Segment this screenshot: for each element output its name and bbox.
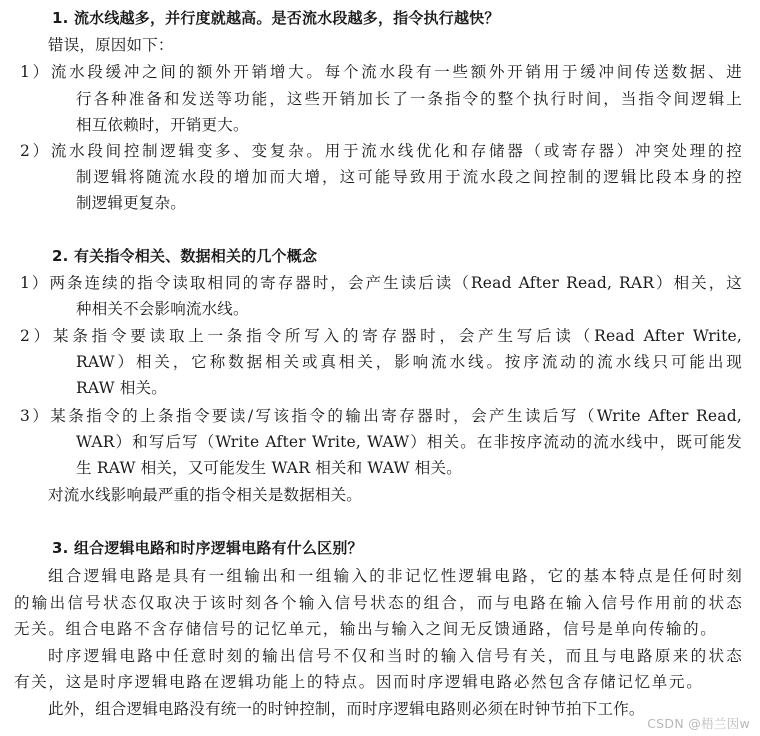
section1-reason1-line2: 行各种准备和发送等功能，这些开销加长了一条指令的整个执行时间，当指令间逻辑上 [76,90,742,108]
section1-reason2-line2: 制逻辑将随流水段的增加而大增，这可能导致用于流水段之间控制的逻辑比段本身的控 [76,168,742,186]
section3-p2-line1: 时序逻辑电路中任意时刻的输出信号不仅和当时的输入信号有关，而且与电路原来的状态 [48,647,742,665]
section1-reason2-line3: 制逻辑更复杂。 [76,194,186,212]
section3-p1-line3: 无关。组合电路不含存储信号的记忆单元，输出与输入之间无反馈通路，信号是单向传输的。 [14,620,716,638]
section2-heading: 2. 有关指令相关、数据相关的几个概念 [52,247,318,265]
section1-reason1-line3: 相互依赖时，开销更大。 [76,116,249,134]
section3-p1-line1: 组合逻辑电路是具有一组输出和一组输入的非记忆性逻辑电路，它的基本特点是任何时刻 [48,567,742,585]
section2-item1-line1: 1）两条连续的指令读取相同的寄存器时，会产生读后读（Read After Read, RAR）相关，这 [20,274,742,292]
csdn-watermark: CSDN @梧兰因w [647,716,750,731]
section2-item1-line2: 种相关不会影响流水线。 [76,300,249,318]
section1-answer-intro: 错误，原因如下： [48,36,174,54]
section2-conclusion: 对流水线影响最严重的指令相关是数据相关。 [48,486,363,504]
section3-p1-line2: 的输出信号状态仅取决于该时刻各个输入信号状态的组合，而与电路在输入信号作用前的状态 [14,594,742,612]
section3-heading: 3. 组合逻辑电路和时序逻辑电路有什么区别？ [52,539,363,557]
section2-item2-line1: 2）某条指令要读取上一条指令所写入的寄存器时，会产生写后读（Read After Write, [20,327,742,345]
section2-item3-line1: 3）某条指令的上条指令要读/写该指令的输出寄存器时，会产生读后写（Write After Read, [20,407,742,425]
section2-item3-line3: 生 RAW 相关，又可能发生 WAR 相关和 WAW 相关。 [76,459,462,477]
section2-item2-line2: RAW）相关，它称数据相关或真相关，影响流水线。按序流动的流水线只可能出现 [76,353,742,371]
section1-heading: 1. 流水线越多，并行度就越高。是否流水段越多，指令执行越快？ [52,9,500,27]
section3-p3-line1: 此外，组合逻辑电路没有统一的时钟控制，而时序逻辑电路则必须在时钟节拍下工作。 [48,700,645,718]
section3-p2-line2: 有关，这是时序逻辑电路在逻辑功能上的特点。因而时序逻辑电路必然包含存储记忆单元。 [14,673,702,691]
section2-item3-line2: WAR）和写后写（Write After Write, WAW）相关。在非按序流动的流水线中，既可能发 [76,433,742,451]
section2-item2-line3: RAW 相关。 [76,379,167,397]
section1-reason1-line1: 1）流水段缓冲之间的额外开销增大。每个流水段有一些额外开销用于缓冲间传送数据、进 [20,63,742,81]
section1-reason2-line1: 2）流水段间控制逻辑变多、变复杂。用于流水线优化和存储器（或寄存器）冲突处理的控 [20,142,742,160]
